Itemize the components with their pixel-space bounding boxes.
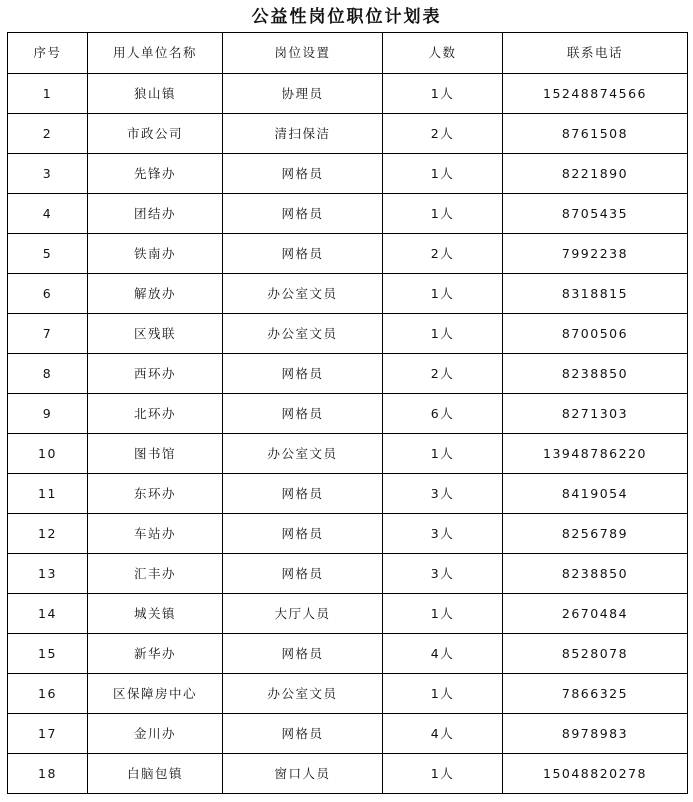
table-row <box>8 594 688 634</box>
header-unit: 用人单位名称 <box>88 33 223 74</box>
cell-seq: 10 <box>8 434 88 474</box>
table-row <box>8 354 688 394</box>
cell-unit: 北环办 <box>88 394 223 434</box>
table-row <box>8 314 688 354</box>
cell-position: 网格员 <box>223 394 383 434</box>
cell-count: 1人 <box>383 754 503 794</box>
cell-count: 1人 <box>383 674 503 714</box>
cell-seq: 9 <box>8 394 88 434</box>
cell-count: 2人 <box>383 234 503 274</box>
cell-position: 网格员 <box>223 194 383 234</box>
cell-phone: 13948786220 <box>503 434 688 474</box>
cell-unit: 铁南办 <box>88 234 223 274</box>
cell-unit: 区保障房中心 <box>88 674 223 714</box>
cell-unit: 新华办 <box>88 634 223 674</box>
cell-seq: 14 <box>8 594 88 634</box>
cell-unit: 团结办 <box>88 194 223 234</box>
cell-phone: 15048820278 <box>503 754 688 794</box>
cell-position: 协理员 <box>223 74 383 114</box>
cell-seq: 8 <box>8 354 88 394</box>
cell-count: 3人 <box>383 474 503 514</box>
table-row <box>8 634 688 674</box>
table-row <box>8 474 688 514</box>
cell-unit: 金川办 <box>88 714 223 754</box>
cell-phone: 8978983 <box>503 714 688 754</box>
cell-seq: 12 <box>8 514 88 554</box>
cell-unit: 狼山镇 <box>88 74 223 114</box>
header-count: 人数 <box>383 33 503 74</box>
cell-position: 办公室文员 <box>223 434 383 474</box>
cell-seq: 3 <box>8 154 88 194</box>
cell-unit: 解放办 <box>88 274 223 314</box>
table-row <box>8 154 688 194</box>
table-row <box>8 554 688 594</box>
table-row <box>8 74 688 114</box>
cell-unit: 先锋办 <box>88 154 223 194</box>
cell-count: 6人 <box>383 394 503 434</box>
cell-seq: 18 <box>8 754 88 794</box>
cell-position: 窗口人员 <box>223 754 383 794</box>
table-row <box>8 714 688 754</box>
cell-phone: 8256789 <box>503 514 688 554</box>
cell-count: 3人 <box>383 554 503 594</box>
cell-unit: 市政公司 <box>88 114 223 154</box>
cell-phone: 2670484 <box>503 594 688 634</box>
cell-count: 1人 <box>383 194 503 234</box>
table-row <box>8 514 688 554</box>
table-row <box>8 394 688 434</box>
cell-phone: 8419054 <box>503 474 688 514</box>
cell-position: 办公室文员 <box>223 314 383 354</box>
cell-phone: 8528078 <box>503 634 688 674</box>
cell-position: 网格员 <box>223 554 383 594</box>
cell-count: 1人 <box>383 434 503 474</box>
cell-seq: 5 <box>8 234 88 274</box>
cell-count: 4人 <box>383 714 503 754</box>
table-row <box>8 674 688 714</box>
cell-phone: 8318815 <box>503 274 688 314</box>
cell-phone: 8238850 <box>503 354 688 394</box>
cell-seq: 16 <box>8 674 88 714</box>
cell-unit: 汇丰办 <box>88 554 223 594</box>
cell-count: 1人 <box>383 314 503 354</box>
cell-position: 大厅人员 <box>223 594 383 634</box>
table-row <box>8 114 688 154</box>
cell-position: 网格员 <box>223 234 383 274</box>
job-plan-table <box>7 32 688 794</box>
cell-position: 网格员 <box>223 634 383 674</box>
cell-seq: 15 <box>8 634 88 674</box>
cell-unit: 城关镇 <box>88 594 223 634</box>
cell-phone: 8761508 <box>503 114 688 154</box>
page-title: 公益性岗位职位计划表 <box>251 7 442 27</box>
table-row <box>8 194 688 234</box>
cell-phone: 8705435 <box>503 194 688 234</box>
cell-unit: 图书馆 <box>88 434 223 474</box>
cell-position: 办公室文员 <box>223 274 383 314</box>
table-row <box>8 234 688 274</box>
table-row <box>8 754 688 794</box>
cell-unit: 区残联 <box>88 314 223 354</box>
cell-seq: 4 <box>8 194 88 234</box>
cell-count: 1人 <box>383 274 503 314</box>
cell-position: 网格员 <box>223 514 383 554</box>
cell-phone: 15248874566 <box>503 74 688 114</box>
cell-seq: 2 <box>8 114 88 154</box>
cell-count: 4人 <box>383 634 503 674</box>
cell-position: 办公室文员 <box>223 674 383 714</box>
cell-count: 1人 <box>383 154 503 194</box>
cell-position: 网格员 <box>223 714 383 754</box>
cell-count: 2人 <box>383 354 503 394</box>
cell-phone: 8221890 <box>503 154 688 194</box>
cell-position: 清扫保洁 <box>223 114 383 154</box>
cell-seq: 1 <box>8 74 88 114</box>
cell-position: 网格员 <box>223 474 383 514</box>
table-row <box>8 274 688 314</box>
cell-count: 2人 <box>383 114 503 154</box>
cell-seq: 7 <box>8 314 88 354</box>
table-header-row <box>8 33 688 74</box>
cell-phone: 7866325 <box>503 674 688 714</box>
header-seq: 序号 <box>8 33 88 74</box>
cell-seq: 13 <box>8 554 88 594</box>
cell-count: 3人 <box>383 514 503 554</box>
cell-unit: 西环办 <box>88 354 223 394</box>
cell-seq: 17 <box>8 714 88 754</box>
cell-phone: 8271303 <box>503 394 688 434</box>
cell-seq: 6 <box>8 274 88 314</box>
cell-seq: 11 <box>8 474 88 514</box>
cell-phone: 8700506 <box>503 314 688 354</box>
cell-phone: 7992238 <box>503 234 688 274</box>
cell-count: 1人 <box>383 594 503 634</box>
cell-unit: 白脑包镇 <box>88 754 223 794</box>
cell-position: 网格员 <box>223 354 383 394</box>
header-phone: 联系电话 <box>503 33 688 74</box>
cell-unit: 东环办 <box>88 474 223 514</box>
cell-phone: 8238850 <box>503 554 688 594</box>
cell-unit: 车站办 <box>88 514 223 554</box>
header-position: 岗位设置 <box>223 33 383 74</box>
cell-position: 网格员 <box>223 154 383 194</box>
table-body <box>8 74 688 794</box>
table-row <box>8 434 688 474</box>
cell-count: 1人 <box>383 74 503 114</box>
